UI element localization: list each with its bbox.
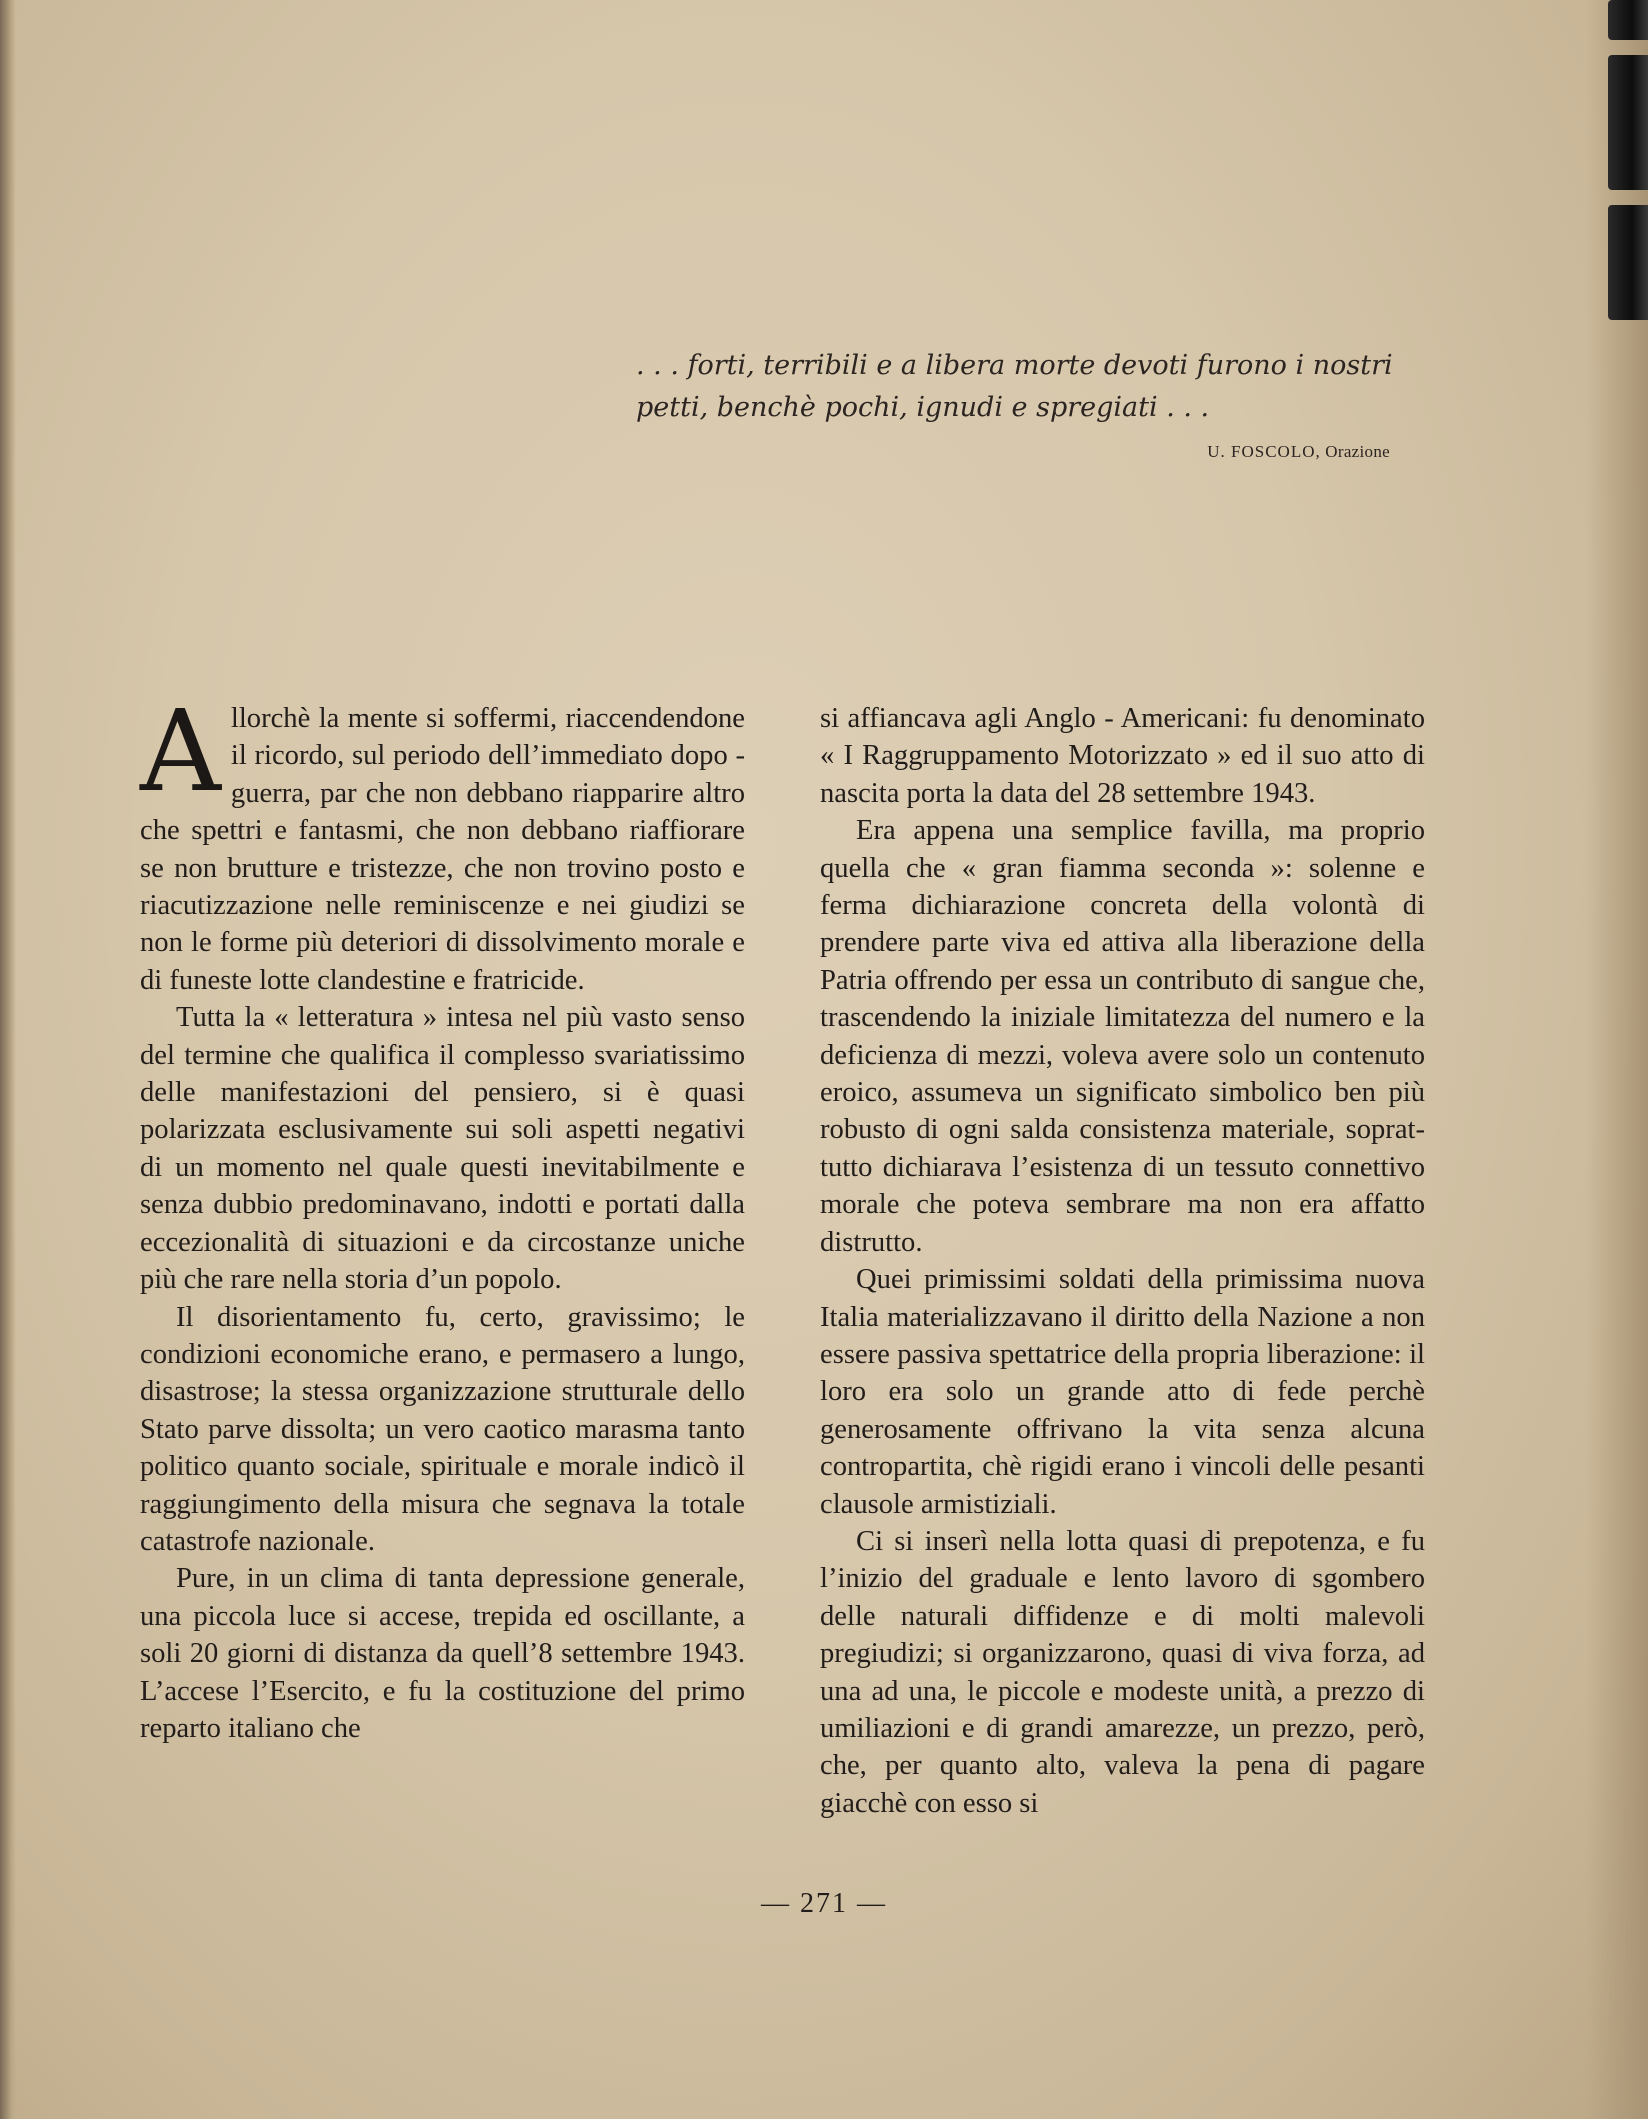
page-number: — 271 — — [761, 1888, 887, 1919]
epigraph-attribution — [1000, 442, 1390, 462]
page-gutter-shadow — [0, 0, 16, 2119]
epigraph-line: petti, benchè pochi, ignudi e spregiati . . . — [636, 392, 1210, 423]
attribution-author: U. FOSCOLO, — [1207, 442, 1321, 461]
paragraph: Quei primissimi soldati della primissima nuova Italia materializzavano il diritto della Nazione a non essere passiva spettatrice della propria liberazione: il loro era solo un grande atto di fede perchè generosamente offrivano la vita senza alcuna contropartita, chè rigidi erano i vincoli delle pesanti clausole armistiziali. — [820, 1264, 1425, 1520]
text-column-left — [140, 687, 745, 1747]
paragraph: si affiancava agli Anglo - Americani: fu denominato « I Raggruppamento Motorizzato » ed il suo atto di nascita porta la data del 28 settembre 1943. — [820, 703, 1425, 809]
paragraph: Il disorientamento fu, certo, gravissimo; le condizioni economiche erano, e permasero a lungo, disastrose; la stessa organizzazione strutturale dello Stato parve dissolta; un vero caotico marasma tanto politico quanto sociale, spirituale e morale indicò il raggiungimento della misura che segnava la totale catastrofe nazionale. — [140, 1301, 745, 1557]
paragraph-text: llorchè la mente si soffermi, riaccendendone il ricordo, sul periodo dell’immediato dopo - guerra, par che non debbano riapparire altro che spettri e fantasmi, che non debbano riaffiorare se non brutture e tristezze, che non trovino posto e riacutizzazione nelle reminiscenze e nei giudizi se non le forme più deteriori di dissolvimento morale e di funeste lotte clandestine e fratricide. — [140, 703, 745, 996]
text-column-right — [820, 700, 1425, 1822]
paragraph: Era appena una semplice favilla, ma proprio quella che « gran fiamma seconda »: solenne e ferma dichiarazione concreta della volontà di prendere parte viva ed attiva alla liberazione della Patria offrendo per essa un contributo di sangue che, trascendendo la iniziale limitatezza del numero e la deficienza di mezzi, voleva avere solo un contenuto eroico, assumeva un significato simbolico ben più robusto di ogni salda consistenza materiale, soprattutto dichiarava l’esistenza di un tessuto connettivo morale che poteva sembrare ma non era affatto distrutto. — [820, 815, 1425, 1258]
drop-cap: A — [140, 687, 221, 817]
attribution-work: Orazione — [1325, 442, 1390, 461]
paragraph — [140, 687, 745, 999]
epigraph-line: . . . forti, terribili e a libera morte devoti furono i nostri — [636, 350, 1393, 381]
binder-clip — [1608, 205, 1648, 320]
paragraph: Tutta la « letteratura » intesa nel più vasto senso del termine che qualifica il complesso svariatissimo delle manifestazioni del pensiero, si è quasi polarizzata esclusivamente sui soli aspetti negativi di un momento nel quale questi inevitabilmente e senza dubbio predominavano, indotti e portati dalla eccezionalità di situazioni e da circostanze uniche più che rare nella storia d’un popolo. — [140, 1002, 745, 1296]
paragraph: Pure, in un clima di tanta depressione generale, una piccola luce si accese, trepida ed oscillante, a soli 20 giorni di distanza da quell’8 settembre 1943. L’accese l’Esercito, e fu la costituzione del primo reparto italiano che — [140, 1563, 745, 1744]
paragraph: Ci si inserì nella lotta quasi di prepotenza, e fu l’inizio del graduale e lento lavoro di sgombero delle naturali diffidenze e di molti malevoli pregiudizi; si organizzarono, quasi di viva forza, ad una ad una, le piccole e modeste unità, a prezzo di umiliazioni e di grandi amarezze, un prezzo, però, che, per quanto alto, valeva la pena di pagare giacchè con esso si — [820, 1525, 1425, 1819]
binder-clip — [1608, 55, 1648, 190]
epigraph — [636, 345, 1436, 429]
binder-clip — [1608, 0, 1648, 40]
